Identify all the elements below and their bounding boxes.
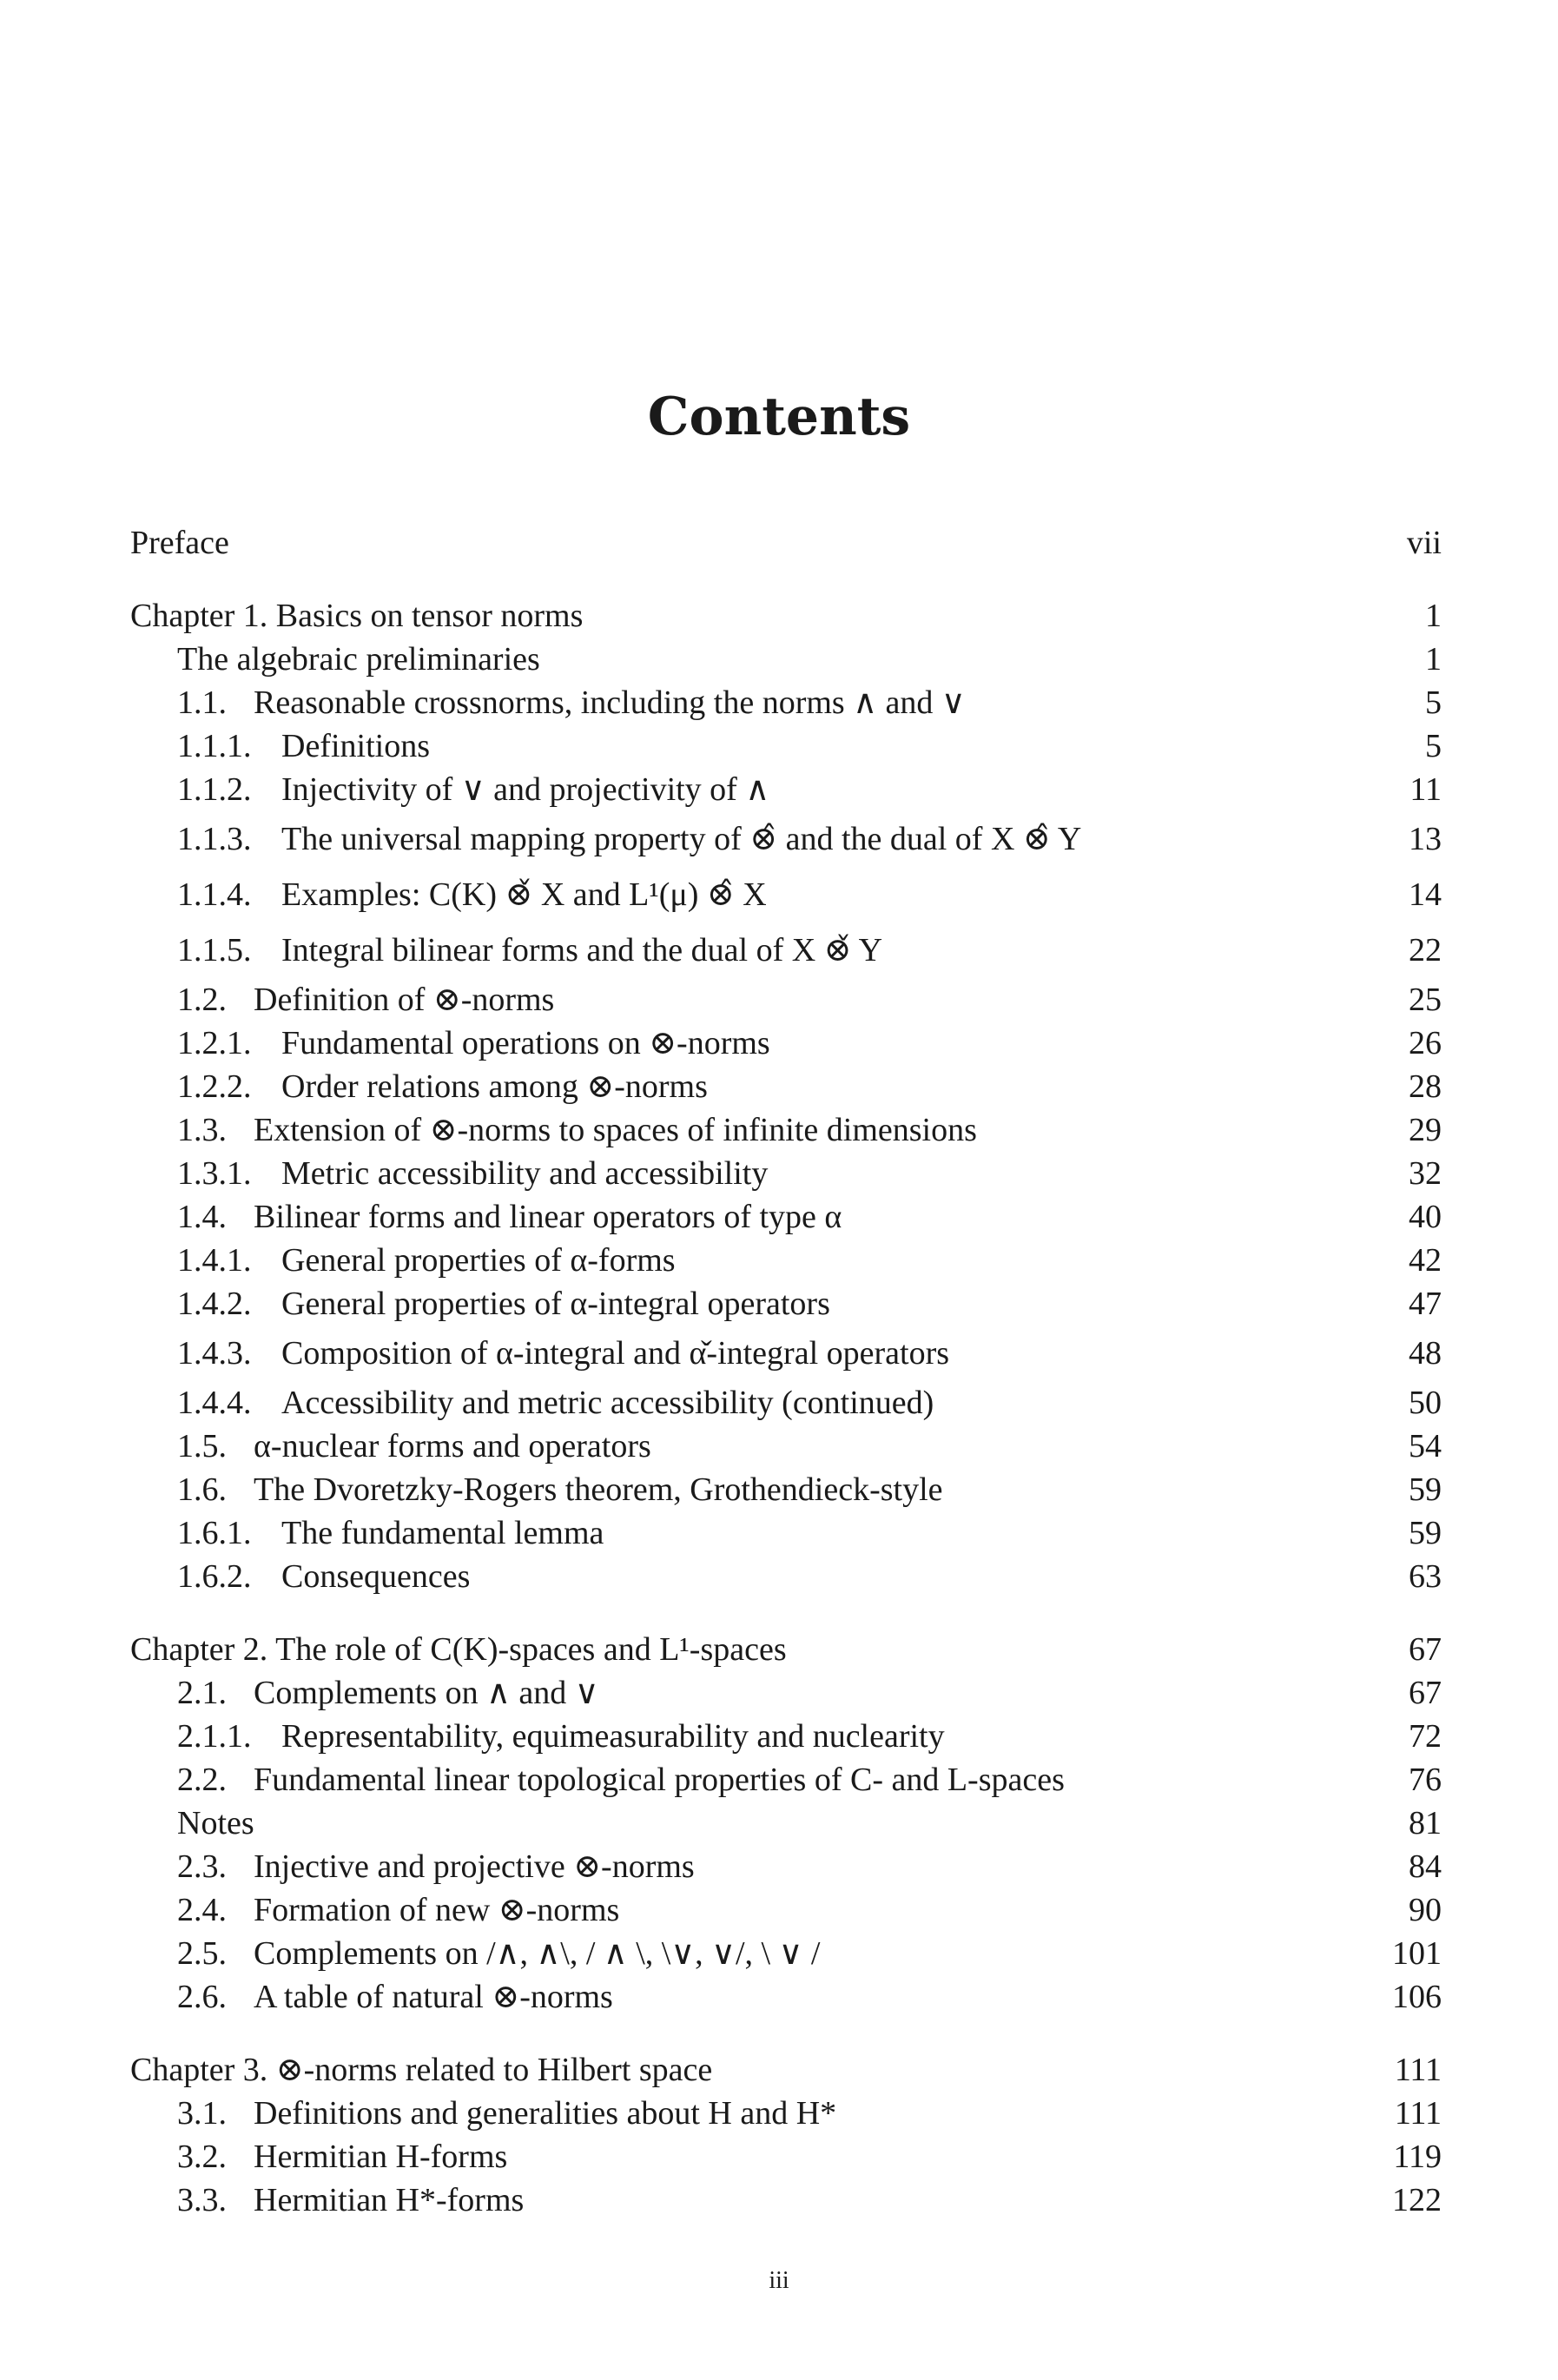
toc-entry-heading	[130, 1555, 470, 1598]
toc-entry-title: The Dvoretzky-Rogers theorem, Grothendieck-style	[254, 1471, 943, 1508]
toc-entry-heading	[130, 1425, 651, 1468]
toc-entry-title: Extension of ⊗-norms to spaces of infinite dimensions	[254, 1112, 977, 1148]
toc-entry-title: Accessibility and metric accessibility (continued)	[281, 1385, 934, 1421]
toc-entry	[130, 1802, 1442, 1845]
toc-entry	[130, 2135, 1442, 2178]
toc-entry-title: Definitions and generalities about H and H*	[254, 2095, 837, 2132]
toc-entry-number: 2.1.1.	[177, 1718, 252, 1755]
toc-entry-heading	[130, 1975, 613, 2019]
toc-entry-page: 14	[1409, 876, 1442, 913]
toc-entry-number: 1.4.2.	[177, 1286, 252, 1322]
toc-entry	[130, 1975, 1442, 2019]
toc-entry	[130, 521, 1442, 565]
toc-entry-heading	[130, 594, 583, 638]
toc-entry-title: Hermitian H*-forms	[254, 2182, 525, 2218]
toc-entry-number: 1.1.4.	[177, 876, 252, 913]
toc-entry-heading	[130, 1628, 787, 1671]
toc-entry-title: Injectivity of ∨ and projectivity of ∧	[281, 771, 770, 808]
toc-entry	[130, 2048, 1442, 2092]
toc-entry-page: 47	[1409, 1286, 1442, 1322]
toc-entry-title: Examples: C(K) ⊗̌ X and L¹(μ) ⊗̂ X	[281, 876, 767, 913]
toc-entry	[130, 1628, 1442, 1671]
toc-entry	[130, 1715, 1442, 1758]
toc-entry-page: 122	[1392, 2182, 1442, 2218]
toc-entry-page: 67	[1409, 1675, 1442, 1711]
toc-entry	[130, 681, 1442, 724]
toc-entry-number: 3.3.	[177, 2182, 227, 2218]
toc-entry-heading	[130, 2178, 524, 2222]
toc-entry-title: Order relations among ⊗-norms	[281, 1068, 708, 1105]
toc-entry	[130, 1555, 1442, 1598]
toc-entry-page: 1	[1425, 641, 1442, 678]
toc-entry-heading	[130, 1671, 599, 1715]
toc-entry-number: 2.2.	[177, 1762, 227, 1798]
toc-entry-title: Chapter 3. ⊗-norms related to Hilbert space	[130, 2052, 713, 2088]
toc-entry	[130, 1195, 1442, 1239]
toc-entry-heading	[130, 1932, 820, 1975]
toc-entry	[130, 1468, 1442, 1511]
toc-entry-heading	[130, 978, 554, 1021]
toc-entry-page: 54	[1409, 1428, 1442, 1464]
toc-entry-title: α-nuclear forms and operators	[254, 1428, 651, 1464]
toc-entry-page: 119	[1393, 2139, 1442, 2175]
toc-entry-title: The universal mapping property of ⊗̂ and the dual of X ⊗̂ Y	[281, 821, 1082, 857]
toc-entry-heading	[130, 681, 966, 724]
toc-entry-heading	[130, 1888, 619, 1932]
toc-entry-heading	[130, 1326, 949, 1381]
toc-entry-number: 2.3.	[177, 1848, 227, 1885]
toc-entry-page: vii	[1406, 525, 1442, 561]
toc-entry	[130, 638, 1442, 681]
toc-entry	[130, 811, 1442, 867]
toc-entry-heading	[130, 638, 540, 681]
toc-entry-heading	[130, 1845, 695, 1888]
toc-entry	[130, 1671, 1442, 1715]
toc-entry-title: Definitions	[281, 728, 430, 764]
toc-entry-number: 1.1.3.	[177, 821, 252, 857]
toc-entry-page: 90	[1409, 1892, 1442, 1928]
toc-entry-heading	[130, 1381, 934, 1425]
toc-entry-heading	[130, 2135, 507, 2178]
toc-entry-title: Consequences	[281, 1558, 471, 1595]
toc-entry-heading	[130, 1802, 254, 1845]
toc-entry-number: 1.3.	[177, 1112, 227, 1148]
toc-entry-page: 76	[1409, 1762, 1442, 1798]
toc-entry	[130, 768, 1442, 811]
toc-entry	[130, 978, 1442, 1021]
toc-entry	[130, 724, 1442, 768]
toc-entry-heading	[130, 1715, 945, 1758]
toc-entry-heading	[130, 2048, 712, 2092]
toc-entry-page: 101	[1392, 1935, 1442, 1972]
toc-entry-number: 1.2.	[177, 982, 227, 1018]
toc-entry-page: 81	[1409, 1805, 1442, 1841]
table-of-contents	[130, 521, 1442, 2222]
toc-entry-number: 1.4.4.	[177, 1385, 252, 1421]
toc-entry-title: Chapter 1. Basics on tensor norms	[130, 598, 584, 634]
toc-entry-title: The fundamental lemma	[281, 1515, 604, 1551]
toc-entry-heading	[130, 2092, 836, 2135]
toc-entry-page: 40	[1409, 1199, 1442, 1235]
toc-entry	[130, 1845, 1442, 1888]
toc-entry-heading	[130, 1511, 604, 1555]
toc-entry-heading	[130, 1758, 1065, 1802]
toc-entry-title: Reasonable crossnorms, including the norms ∧ and ∨	[254, 684, 966, 721]
toc-entry	[130, 1511, 1442, 1555]
toc-entry-heading	[130, 1195, 842, 1239]
toc-entry-title: The algebraic preliminaries	[177, 641, 540, 678]
toc-entry	[130, 1932, 1442, 1975]
toc-entry-page: 67	[1409, 1631, 1442, 1668]
toc-entry-title: Complements on ∧ and ∨	[254, 1675, 599, 1711]
toc-entry-number: 2.5.	[177, 1935, 227, 1972]
toc-entry-page: 59	[1409, 1471, 1442, 1508]
toc-entry	[130, 1758, 1442, 1802]
toc-entry-heading	[130, 1282, 830, 1326]
toc-entry-page: 25	[1409, 982, 1442, 1018]
toc-entry-number: 2.1.	[177, 1675, 227, 1711]
toc-entry-number: 1.5.	[177, 1428, 227, 1464]
toc-entry-page: 29	[1409, 1112, 1442, 1148]
toc-entry-heading	[130, 1239, 676, 1282]
toc-entry-page: 106	[1392, 1979, 1442, 2015]
toc-entry-number: 1.1.1.	[177, 728, 252, 764]
toc-entry-heading	[130, 867, 767, 922]
toc-entry-number: 1.1.	[177, 684, 227, 721]
toc-entry-page: 28	[1409, 1068, 1442, 1105]
toc-entry-heading	[130, 1108, 977, 1152]
toc-entry	[130, 867, 1442, 922]
toc-entry-heading	[130, 1065, 708, 1108]
toc-entry-page: 111	[1394, 2052, 1442, 2088]
toc-entry-heading	[130, 922, 882, 978]
toc-entry-page: 22	[1409, 932, 1442, 969]
toc-entry-title: Fundamental linear topological properties of C- and L-spaces	[254, 1762, 1065, 1798]
toc-entry-heading	[130, 724, 430, 768]
toc-entry-title: Chapter 2. The role of C(K)-spaces and L¹-spaces	[130, 1631, 787, 1668]
toc-entry-title: Fundamental operations on ⊗-norms	[281, 1025, 770, 1061]
toc-entry	[130, 1888, 1442, 1932]
toc-entry-number: 1.4.	[177, 1199, 227, 1235]
toc-entry-page: 111	[1394, 2095, 1442, 2132]
toc-entry	[130, 1108, 1442, 1152]
page-number-folio: iii	[769, 2267, 789, 2294]
toc-entry	[130, 1065, 1442, 1108]
toc-entry-title: Preface	[130, 525, 229, 561]
toc-entry-heading	[130, 811, 1081, 867]
toc-entry-page: 48	[1409, 1335, 1442, 1372]
toc-entry-number: 1.1.5.	[177, 932, 252, 969]
toc-entry-number: 3.2.	[177, 2139, 227, 2175]
toc-entry-number: 2.6.	[177, 1979, 227, 2015]
toc-entry-number: 1.6.	[177, 1471, 227, 1508]
toc-entry	[130, 1326, 1442, 1381]
toc-entry-number: 1.6.1.	[177, 1515, 252, 1551]
toc-entry	[130, 922, 1442, 978]
toc-entry-title: Formation of new ⊗-norms	[254, 1892, 620, 1928]
toc-entry-page: 50	[1409, 1385, 1442, 1421]
toc-entry-page: 42	[1409, 1242, 1442, 1279]
toc-entry-title: Definition of ⊗-norms	[254, 982, 555, 1018]
toc-entry-number: 3.1.	[177, 2095, 227, 2132]
toc-entry-title: A table of natural ⊗-norms	[254, 1979, 613, 2015]
toc-entry-number: 1.2.1.	[177, 1025, 252, 1061]
toc-entry-number: 1.4.1.	[177, 1242, 252, 1279]
toc-entry	[130, 1021, 1442, 1065]
toc-entry	[130, 1381, 1442, 1425]
toc-entry-page: 59	[1409, 1515, 1442, 1551]
toc-entry-title: Integral bilinear forms and the dual of X ⊗̌ Y	[281, 932, 883, 969]
toc-entry	[130, 2092, 1442, 2135]
toc-entry-page: 5	[1425, 728, 1442, 764]
toc-entry-number: 1.4.3.	[177, 1335, 252, 1372]
toc-entry-heading	[130, 521, 229, 565]
toc-entry-number: 1.2.2.	[177, 1068, 252, 1105]
toc-entry	[130, 1425, 1442, 1468]
toc-entry-title: Composition of α-integral and α̌-integral operators	[281, 1335, 950, 1372]
toc-entry-title: Hermitian H-forms	[254, 2139, 508, 2175]
toc-entry-title: Representability, equimeasurability and nuclearity	[281, 1718, 945, 1755]
toc-entry-title: General properties of α-forms	[281, 1242, 676, 1279]
toc-entry-number: 2.4.	[177, 1892, 227, 1928]
toc-entry-heading	[130, 1152, 768, 1195]
toc-entry-page: 5	[1425, 684, 1442, 721]
toc-entry-page: 11	[1409, 771, 1442, 808]
toc-entry-page: 72	[1409, 1718, 1442, 1755]
toc-entry-title: Injective and projective ⊗-norms	[254, 1848, 695, 1885]
toc-entry-title: Complements on /∧, ∧\, / ∧ \, \∨, ∨/, \ ∨ /	[254, 1935, 821, 1972]
toc-entry-page: 63	[1409, 1558, 1442, 1595]
toc-entry-page: 1	[1425, 598, 1442, 634]
toc-entry	[130, 594, 1442, 638]
toc-entry-title: Notes	[177, 1805, 254, 1841]
toc-entry-number: 1.6.2.	[177, 1558, 252, 1595]
toc-entry-heading	[130, 768, 769, 811]
toc-entry-title: Metric accessibility and accessibility	[281, 1155, 769, 1192]
toc-entry-title: General properties of α-integral operators	[281, 1286, 830, 1322]
toc-entry-title: Bilinear forms and linear operators of type α	[254, 1199, 842, 1235]
toc-entry	[130, 1152, 1442, 1195]
toc-entry-number: 1.1.2.	[177, 771, 252, 808]
toc-entry-page: 84	[1409, 1848, 1442, 1885]
toc-entry-page: 26	[1409, 1025, 1442, 1061]
page-title: Contents	[647, 387, 911, 447]
toc-entry-number: 1.3.1.	[177, 1155, 252, 1192]
toc-entry	[130, 2178, 1442, 2222]
toc-entry-page: 32	[1409, 1155, 1442, 1192]
toc-entry-page: 13	[1409, 821, 1442, 857]
toc-entry-heading	[130, 1021, 770, 1065]
toc-entry	[130, 1282, 1442, 1326]
toc-entry-heading	[130, 1468, 943, 1511]
toc-entry	[130, 1239, 1442, 1282]
